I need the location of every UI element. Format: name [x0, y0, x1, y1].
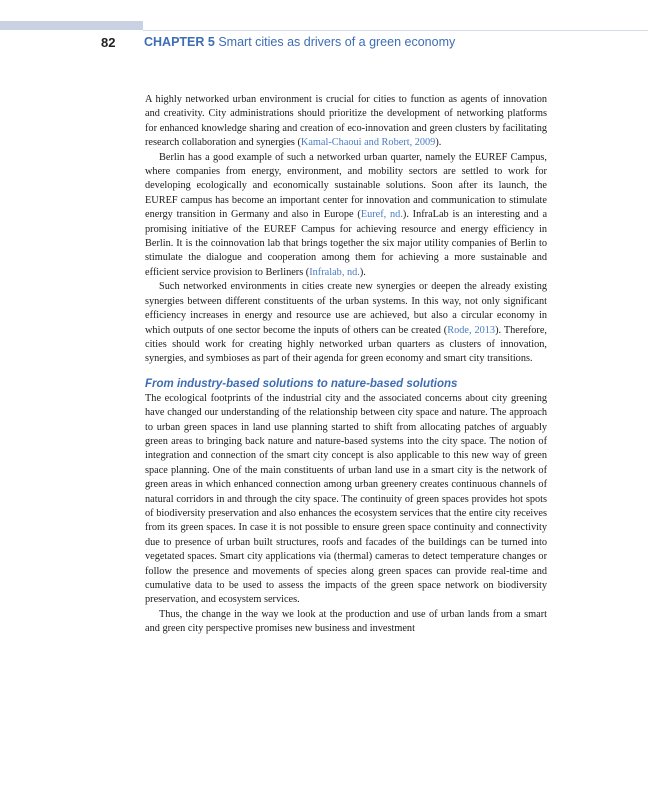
paragraph-1 — [145, 93, 547, 151]
paragraph-1-tail: ). — [435, 137, 442, 149]
paragraph-3-text-b: ). Therefore, cities should work for creating highly networked urban quarters as clusters of innovation, synergies, and symbioses as part of their agenda for green economy and smart city transitions. — [145, 324, 547, 365]
paragraph-4: The ecological footprints of the industrial city and the associated concerns about city greening have changed our understanding of the relationship between city space and nature. The approach to urban green spaces in land use planning started to shift from allocating patches of arguably green areas to bringing back nature and nature-based systems into the city space. The notion of integration and connection of the smart city concept is also applicable to this new way of green space planning. One of the main constituents of urban land use in a smart city is the network of green areas in which enhanced connection among urban greenery creates continuous channels of natural corridors in and through the city space. The continuity of green spaces provides hot spots of biodiversity preservation and also enhances the ecosystem services that the entire city receives from its green spaces. In case it is not possible to ensure green space continuity and connectivity due to presence of urban built structures, roofs and facades of the buildings can be turned into vegetated spaces. Smart city applications via (thermal) cameras to detect temperature changes or follow the presence and movements of species along green spaces can provide real-time and cumulative data to be used to assess the impacts of the green space network on biodiversity preservation, and ecosystem services. — [145, 392, 547, 606]
paragraph-2-tail: ). — [359, 266, 366, 278]
section-heading: From industry-based solutions to nature-based solutions — [145, 377, 458, 390]
body-text — [145, 93, 547, 637]
paragraph-3-text-a: Such networked environments in cities create new synergies or deepen the already existing synergies between different constituents of the urban systems. In this way, not only significant efficiency increases in energy and resource use are achieved, but also a circular economy in which outputs of one sector become the inputs of others can be created ( — [145, 281, 547, 336]
citation-euref[interactable]: Euref, nd. — [360, 209, 403, 221]
citation-rode[interactable]: Rode, 2013 — [447, 324, 496, 336]
paragraph-5: Thus, the change in the way we look at the production and use of urban lands from a smart and green city perspective promises new business and investment — [145, 608, 547, 635]
paragraph-2 — [145, 151, 547, 281]
header-rule — [143, 30, 648, 31]
paragraph-1-text: A highly networked urban environment is crucial for cities to function as agents of innovation and creativity. City administrations should prioritize the development of networking platforms for enhanced knowledge sharing and creation of eco-innovation and green clusters by facilitating research collaboration and synergies ( — [145, 94, 547, 149]
running-head — [144, 35, 455, 49]
citation-infralab[interactable]: Infralab, nd. — [309, 266, 360, 278]
page-number: 82 — [101, 35, 116, 50]
chapter-label: CHAPTER 5 — [144, 35, 215, 49]
chapter-title: Smart cities as drivers of a green economy — [218, 35, 456, 49]
citation-kamal-chaoui[interactable]: Kamal-Chaoui and Robert, 2009 — [300, 137, 436, 149]
paragraph-2-text-b: ). InfraLab is an interesting and a promising initiative of the EUREF Campus for achieving resource and energy efficiency in Berlin. It is the coinnovation lab that brings together the six major utility companies of Berlin to stimulate the dialogue and cooperation among them for achieving a more sustainable and efficient service provision to Berliners ( — [145, 209, 548, 278]
header-accent-bar — [0, 21, 143, 30]
paragraph-3 — [145, 280, 547, 366]
paragraph-2-text-a: Berlin has a good example of such a networked urban quarter, namely the EUREF Campus, where companies from energy, environment, and mobility sectors are settled to work for developing ecologically and economically sustainable solutions. Soon after its launch, the EUREF campus has become an important center for innovation and communication to stimulate energy transition in Germany and also in Europe ( — [145, 151, 547, 221]
